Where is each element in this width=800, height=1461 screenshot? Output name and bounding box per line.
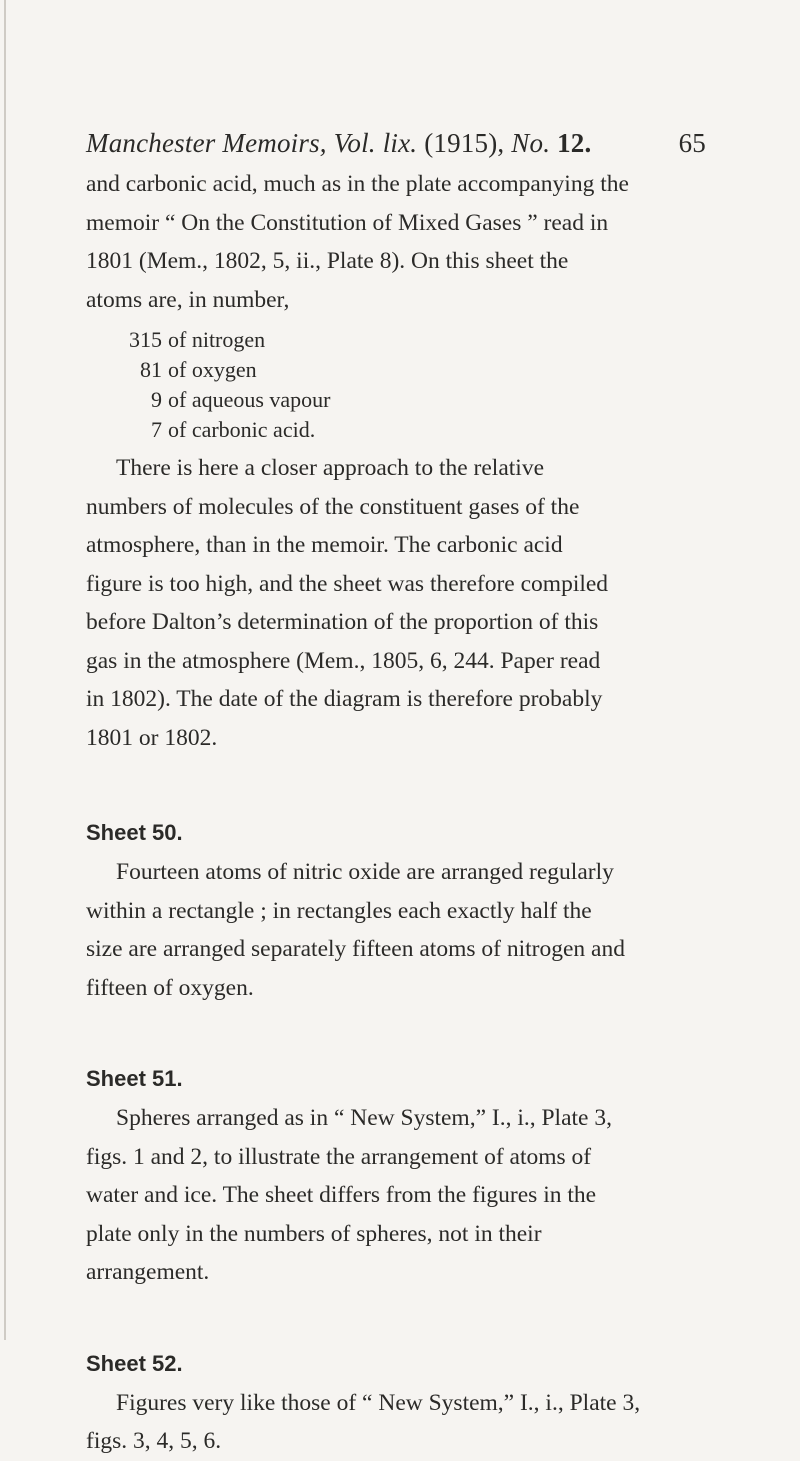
atom-label: of carbonic acid.	[168, 417, 316, 442]
text-line: water and ice. The sheet differs from the figures in the	[86, 1182, 597, 1208]
sheet-51-section	[86, 1061, 706, 1292]
page-number: 65	[678, 128, 706, 158]
journal-title: Manchester Memoirs,	[86, 128, 334, 158]
text-line: and carbonic acid, much as in the plate accompanying the	[86, 171, 629, 197]
text-line: atoms are, in number,	[86, 286, 290, 313]
atom-label: of nitrogen	[168, 327, 266, 352]
number-label: No.	[511, 128, 558, 158]
atom-count: 9	[151, 387, 162, 412]
list-item	[86, 325, 706, 355]
sheet-52-section	[86, 1346, 706, 1461]
text-line: 1801 (Mem., 1802, 5, ii., Plate 8). On this sheet the	[86, 248, 569, 274]
atom-count: 81	[140, 357, 162, 382]
header-citation	[86, 128, 591, 159]
intro-paragraph	[86, 165, 706, 319]
issue-number: 12.	[557, 128, 592, 158]
text-line: Spheres arranged as in “ New System,” I., i., Plate 3,	[116, 1105, 612, 1131]
atom-count: 7	[151, 417, 162, 442]
text-line: gas in the atmosphere (Mem., 1805, 6, 244. Paper read	[86, 647, 601, 674]
page-edge-rule	[4, 0, 6, 1340]
text-line: Figures very like those of “ New System,” I., i., Plate 3,	[116, 1389, 641, 1416]
text-line: 1801 or 1802.	[86, 724, 218, 751]
sheet-50-section	[86, 815, 706, 1007]
text-line: arrangement.	[86, 1259, 210, 1285]
text-line: figure is too high, and the sheet was therefore compiled	[86, 570, 609, 597]
atom-count-list	[86, 325, 706, 445]
section-heading: Sheet 50.	[86, 820, 183, 845]
text-line: memoir “ On the Constitution of Mixed Gases ” read in	[86, 209, 609, 236]
year: (1915),	[424, 128, 512, 158]
text-line: fifteen of oxygen.	[86, 974, 254, 1001]
text-line: figs. 3, 4, 5, 6.	[86, 1428, 222, 1454]
discussion-paragraph	[86, 449, 706, 757]
text-line: There is here a closer approach to the relative	[116, 455, 545, 481]
text-line: Fourteen atoms of nitric oxide are arranged regularly	[116, 859, 614, 885]
atom-label: of aqueous vapour	[168, 387, 331, 412]
text-line: figs. 1 and 2, to illustrate the arrangement of atoms of	[86, 1143, 592, 1170]
volume: Vol. lix.	[333, 128, 425, 158]
list-item	[86, 385, 706, 415]
text-line: size are arranged separately fifteen atoms of nitrogen and	[86, 936, 625, 962]
text-line: in 1802). The date of the diagram is therefore probably	[86, 686, 603, 712]
list-item	[86, 415, 706, 445]
text-line: atmosphere, than in the memoir. The carbonic acid	[86, 532, 563, 558]
section-heading: Sheet 52.	[86, 1350, 183, 1376]
text-line: numbers of molecules of the constituent gases of the	[86, 493, 580, 520]
text-line: before Dalton’s determination of the proportion of this	[86, 609, 599, 635]
text-line: within a rectangle ; in rectangles each exactly half the	[86, 897, 592, 924]
atom-count: 315	[129, 327, 162, 352]
document-page	[86, 128, 706, 1461]
atom-label: of oxygen	[168, 357, 257, 382]
text-line: plate only in the numbers of spheres, not in their	[86, 1220, 542, 1247]
section-heading: Sheet 51.	[86, 1066, 183, 1091]
list-item	[86, 355, 706, 385]
running-header	[86, 128, 706, 159]
